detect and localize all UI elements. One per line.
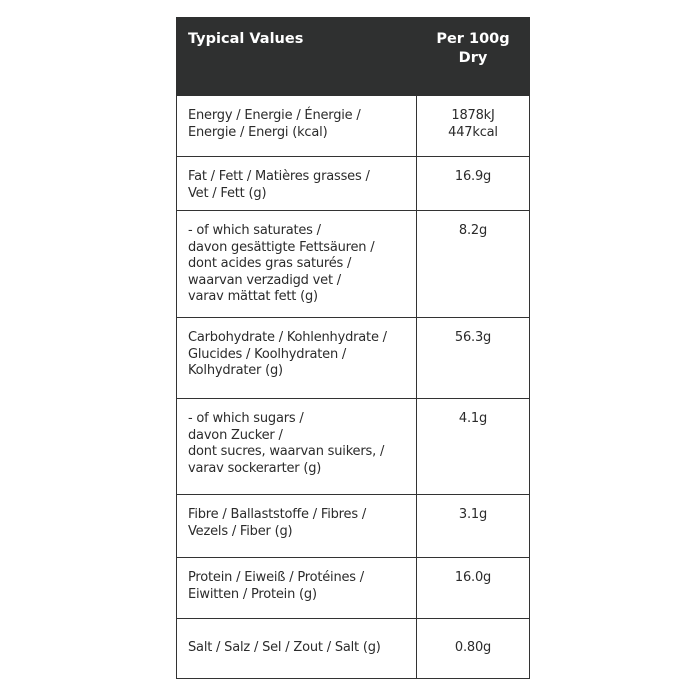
nutrient-value-carbohydrate: [417, 318, 530, 399]
nutrient-label-salt: [177, 619, 417, 679]
label-line: Fibre / Ballaststoffe / Fibres /: [188, 507, 366, 522]
nutrient-label-fat: [177, 157, 417, 211]
nutrient-value-fat: [417, 157, 530, 211]
value-line: 16.0g: [454, 570, 492, 585]
label-line: dont acides gras saturés /: [188, 256, 352, 271]
label-line: davon Zucker /: [188, 427, 283, 443]
value-line: 8.2g: [458, 223, 488, 238]
table-row-energy: [177, 96, 530, 157]
label-line: varav sockerarter (g): [188, 460, 322, 476]
value-line: 3.1g: [458, 507, 488, 522]
header-typical-values: Typical Values: [177, 18, 417, 96]
label-line: Eiwitten / Protein (g): [188, 586, 317, 602]
label-line: Energie / Energi (kcal): [188, 124, 328, 140]
header-per-100g: Per 100g: [436, 31, 510, 47]
nutrient-value-fibre: [417, 495, 530, 558]
value-line: 447kcal: [448, 124, 498, 140]
nutrient-label-sugars: [177, 399, 417, 495]
label-line: Protein / Eiweiß / Protéines /: [188, 570, 364, 585]
value-line: 4.1g: [458, 411, 488, 426]
nutrient-label-carbohydrate: [177, 318, 417, 399]
table-row-fat: [177, 157, 530, 211]
nutrient-label-fibre: [177, 495, 417, 558]
label-line: Fat / Fett / Matières grasses /: [188, 169, 370, 184]
table-row-salt: [177, 619, 530, 679]
table-row-protein: [177, 558, 530, 619]
nutrient-value-protein: [417, 558, 530, 619]
value-line: 1878kJ: [451, 108, 495, 123]
label-line: Vet / Fett (g): [188, 185, 267, 201]
table-row-fibre: [177, 495, 530, 558]
table-row-sugars: [177, 399, 530, 495]
nutrient-label-protein: [177, 558, 417, 619]
nutrient-label-saturates: [177, 211, 417, 318]
nutrition-table: [176, 17, 530, 679]
header-per-100g-dry: [417, 18, 530, 96]
value-line: 0.80g: [454, 640, 492, 656]
label-line: Kolhydrater (g): [188, 363, 283, 378]
table-row-carbohydrate: [177, 318, 530, 399]
label-line: Salt / Salz / Sel / Zout / Salt (g): [188, 640, 381, 656]
label-line: - of which sugars /: [188, 411, 304, 426]
label-line: Glucides / Koolhydraten /: [188, 346, 347, 362]
nutrient-label-energy: [177, 96, 417, 157]
header-dry: Dry: [458, 50, 488, 66]
label-line: dont sucres, waarvan suikers, /: [188, 444, 385, 459]
label-line: varav mättat fett (g): [188, 289, 318, 304]
label-line: Vezels / Fiber (g): [188, 523, 293, 539]
table-row-saturates: [177, 211, 530, 318]
label-line: Carbohydrate / Kohlenhydrate /: [188, 330, 387, 345]
value-line: 56.3g: [454, 330, 492, 345]
label-line: davon gesättigte Fettsäuren /: [188, 239, 375, 255]
table-header-row: [177, 18, 530, 96]
label-line: waarvan verzadigd vet /: [188, 272, 341, 288]
nutrient-value-saturates: [417, 211, 530, 318]
label-line: - of which saturates /: [188, 223, 321, 238]
label-line: Energy / Energie / Énergie /: [188, 108, 361, 123]
nutrient-value-salt: [417, 619, 530, 679]
nutrient-value-energy: [417, 96, 530, 157]
value-line: 16.9g: [454, 169, 492, 184]
nutrient-value-sugars: [417, 399, 530, 495]
